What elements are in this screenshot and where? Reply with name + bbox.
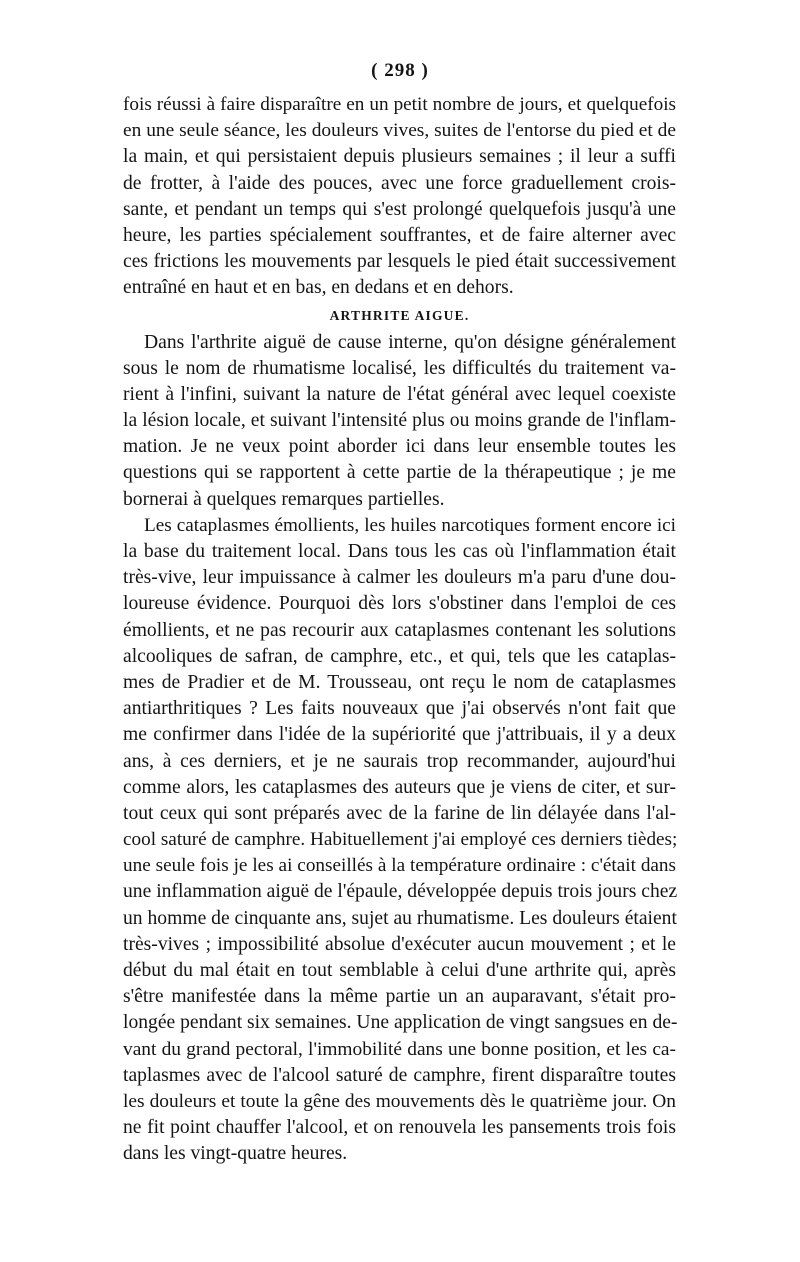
- body-text: [123, 92, 676, 1168]
- text-line: en une seule séance, les douleurs vives, suites de l'entorse du pied et de: [123, 120, 676, 142]
- text-line: très-vive, leur impuissance à calmer les douleurs m'a paru d'une dou-: [123, 567, 676, 589]
- text-line: tout ceux qui sont préparés avec de la farine de lin délayée dans l'al-: [123, 802, 676, 824]
- text-line: me confirmer dans l'idée de la supériorité que j'attribuais, il y a deux: [123, 724, 676, 746]
- text-line: Les cataplasmes émollients, les huiles narcotiques forment encore ici: [144, 514, 676, 536]
- text-line: mation. Je ne veux point aborder ici dans leur ensemble toutes les: [123, 436, 676, 458]
- text-line: fois réussi à faire disparaître en un petit nombre de jours, et quelquefois: [123, 94, 676, 115]
- paragraph-arthrite-aigue: [123, 330, 676, 513]
- text-line: la main, et qui persistaient depuis plusieurs semaines ; il leur a suffi: [123, 146, 676, 168]
- text-line: dans les vingt-quatre heures.: [123, 1143, 348, 1165]
- text-line: ans, à ces derniers, et je ne saurais trop recommander, aujourd'hui: [123, 750, 676, 772]
- text-line: une inflammation aiguë de l'épaule, développée depuis trois jours chez: [123, 881, 678, 903]
- text-line: mes de Pradier et de M. Trousseau, ont reçu le nom de cataplasmes: [123, 671, 676, 693]
- paragraph-continuation: [123, 92, 676, 302]
- text-line: émollients, et ne pas recourir aux cataplasmes contenant les solutions: [123, 619, 676, 641]
- text-line: la lésion locale, et suivant l'intensité plus ou moins grande de l'inflam-: [123, 410, 676, 432]
- text-line: début du mal était en tout semblable à celui d'une arthrite qui, après: [123, 960, 676, 981]
- text-line: sous le nom de rhumatisme localisé, les difficultés du traitement va-: [123, 357, 676, 379]
- text-line: de frotter, à l'aide des pouces, avec une force graduellement crois-: [123, 172, 676, 194]
- text-line: sante, et pendant un temps qui s'est prolongé quelquefois jusqu'à une: [123, 198, 676, 220]
- text-line: bornerai à quelques remarques partielles.: [123, 488, 445, 510]
- text-line: vant du grand pectoral, l'immobilité dans une bonne position, et les ca-: [123, 1038, 676, 1060]
- text-line: Dans l'arthrite aiguë de cause interne, qu'on désigne généralement: [144, 331, 676, 353]
- text-line: un homme de cinquante ans, sujet au rhumatisme. Les douleurs étaient: [123, 907, 677, 929]
- text-line: une seule fois je les ai conseillés à la température ordinaire : c'était dans: [123, 855, 676, 877]
- text-line: longée pendant six semaines. Une application de vingt sangsues en de-: [123, 1012, 678, 1034]
- text-line: questions qui se rapportent à cette partie de la thérapeutique ; je me: [123, 462, 676, 484]
- text-line: ne fit point chauffer l'alcool, et on renouvela les pansements trois fois: [123, 1117, 676, 1139]
- text-line: antiarthritiques ? Les faits nouveaux que j'ai observés n'ont fait que: [123, 698, 676, 720]
- text-line: rient à l'infini, suivant la nature de l'état général avec lequel coexiste: [123, 383, 676, 405]
- section-heading: ARTHRITE AIGUE.: [329, 307, 470, 323]
- text-line: très-vives ; impossibilité absolue d'exécuter aucun mouvement ; et le: [123, 933, 676, 955]
- text-line: s'être manifestée dans la même partie un an auparavant, s'était pro-: [123, 986, 676, 1008]
- text-line: alcooliques de safran, de camphre, etc., et qui, tels que les cataplas-: [123, 645, 676, 667]
- text-line: taplasmes avec de l'alcool saturé de camphre, firent disparaître toutes: [123, 1064, 676, 1086]
- text-line: loureuse évidence. Pourquoi dès lors s'obstiner dans l'emploi de ces: [123, 593, 676, 615]
- text-line: comme alors, les cataplasmes des auteurs que je viens de citer, et sur-: [123, 776, 676, 798]
- page-number: ( 298 ): [371, 60, 429, 81]
- text-line: ces frictions les mouvements par lesquels le pied était successivement: [123, 251, 676, 273]
- paragraph-cataplasmes: [123, 513, 676, 1168]
- text-line: cool saturé de camphre. Habituellement j'ai employé ces derniers tièdes;: [123, 829, 678, 851]
- text-line: la base du traitement local. Dans tous les cas où l'inflammation était: [123, 541, 676, 562]
- text-line: les douleurs et toute la gêne des mouvements dès le quatrième jour. On: [123, 1090, 676, 1112]
- text-line: heure, les parties spécialement souffrantes, et de faire alterner avec: [123, 224, 676, 246]
- text-line: entraîné en haut et en bas, en dedans et en dehors.: [123, 277, 514, 299]
